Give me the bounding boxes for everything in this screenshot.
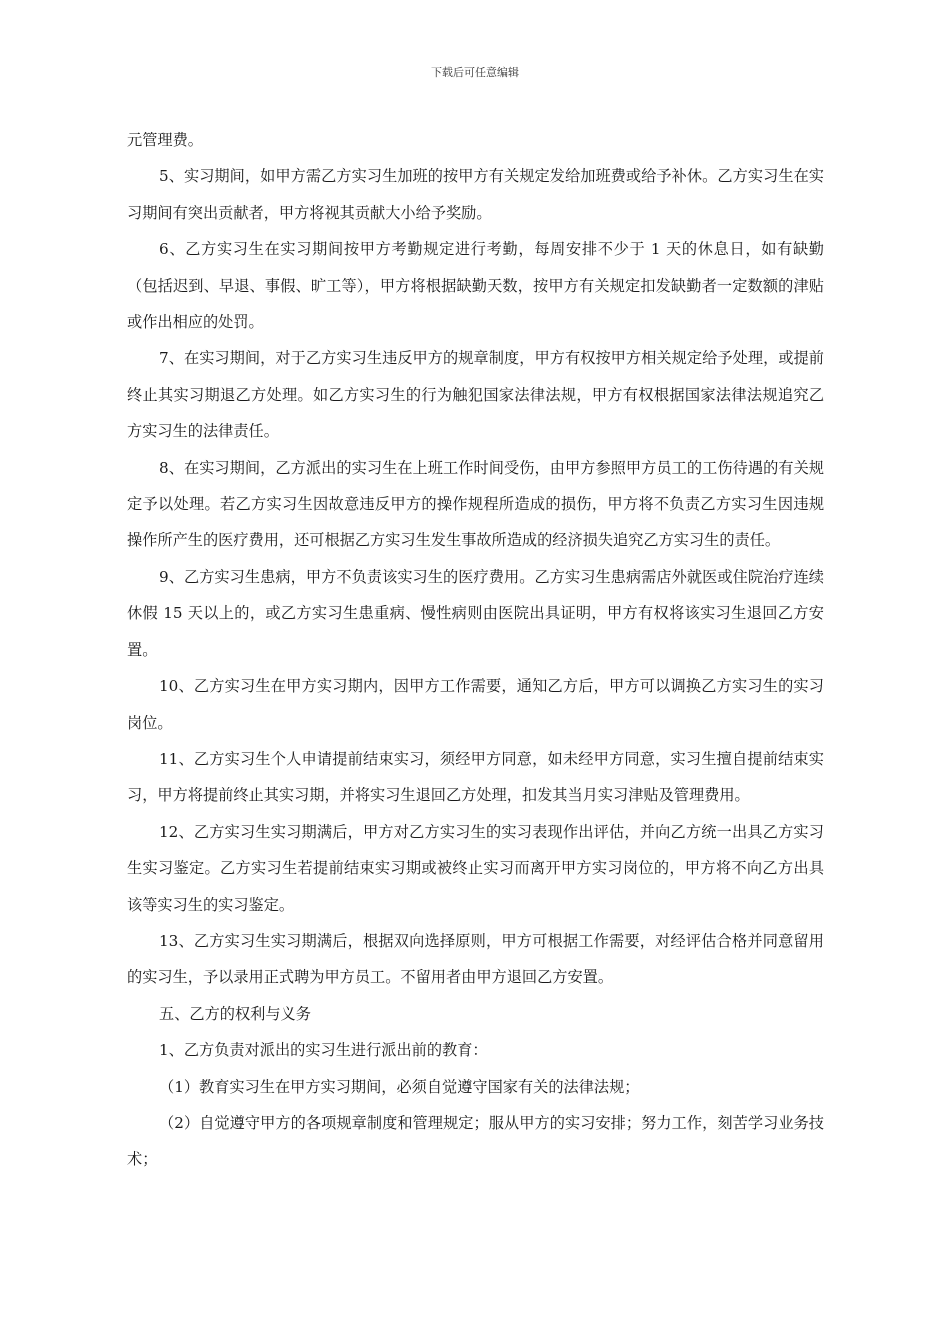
paragraph-continuation: 元管理费。 [127,131,203,149]
section-heading: 五、乙方的权利与义务 [159,1004,311,1023]
clause-11: 11、乙方实习生个人申请提前结束实习，须经甲方同意，如未经甲方同意，实习生擅自提前结束实习，甲方将提前终止其实习期，并将实习生退回乙方处理，扣发其当月实习津贴及管理费用。 [127,749,824,805]
page-header: 下载后可任意编辑 [431,66,519,79]
document-body [127,122,824,1178]
clause-8: 8、在实习期间，乙方派出的实习生在上班工作时间受伤，由甲方参照甲方员工的工伤待遇的有关规定予以处理。若乙方实习生因故意违反甲方的操作规程所造成的损伤，甲方将不负责乙方实习生因违规操作所产生的医疗费用，还可根据乙方实习生发生事故所造成的经济损失追究乙方实习生的责任。 [127,458,824,550]
clause-10: 10、乙方实习生在甲方实习期内，因甲方工作需要，通知乙方后，甲方可以调换乙方实习生的实习岗位。 [127,677,824,732]
section-item-1: 1、乙方负责对派出的实习生进行派出前的教育： [159,1041,488,1060]
sub-item-1: （1）教育实习生在甲方实习期间，必须自觉遵守国家有关的法律法规； [159,1077,640,1096]
clause-7: 7、在实习期间，对于乙方实习生违反甲方的规章制度，甲方有权按甲方相关规定给予处理，或提前终止其实习期退乙方处理。如乙方实习生的行为触犯国家法律法规，甲方有权根据国家法律法规追究乙方实习生的法律责任。 [127,349,824,441]
clause-13: 13、乙方实习生实习期满后，根据双向选择原则，甲方可根据工作需要，对经评估合格并同意留用的实习生，予以录用正式聘为甲方员工。不留用者由甲方退回乙方安置。 [127,931,824,987]
clause-12: 12、乙方实习生实习期满后，甲方对乙方实习生的实习表现作出评估，并向乙方统一出具乙方实习生实习鉴定。乙方实习生若提前结束实习期或被终止实习而离开甲方实习岗位的，甲方将不向乙方出具该等实习生的实习鉴定。 [127,822,824,914]
clause-6: 6、乙方实习生在实习期间按甲方考勤规定进行考勤，每周安排不少于 1 天的休息日，如有缺勤（包括迟到、早退、事假、旷工等），甲方将根据缺勤天数，按甲方有关规定扣发缺勤者一定数额的津贴或作出相应的处罚。 [127,240,824,332]
sub-item-2: （2）自觉遵守甲方的各项规章制度和管理规定；服从甲方的实习安排；努力工作，刻苦学习业务技术； [127,1113,824,1169]
clause-5: 5、实习期间，如甲方需乙方实习生加班的按甲方有关规定发给加班费或给予补休。乙方实习生在实习期间有突出贡献者，甲方将视其贡献大小给予奖励。 [127,167,824,222]
clause-9: 9、乙方实习生患病，甲方不负责该实习生的医疗费用。乙方实习生患病需店外就医或住院治疗连续休假 15 天以上的，或乙方实习生患重病、慢性病则由医院出具证明，甲方有权将该实习生退回乙方安置。 [127,567,824,659]
